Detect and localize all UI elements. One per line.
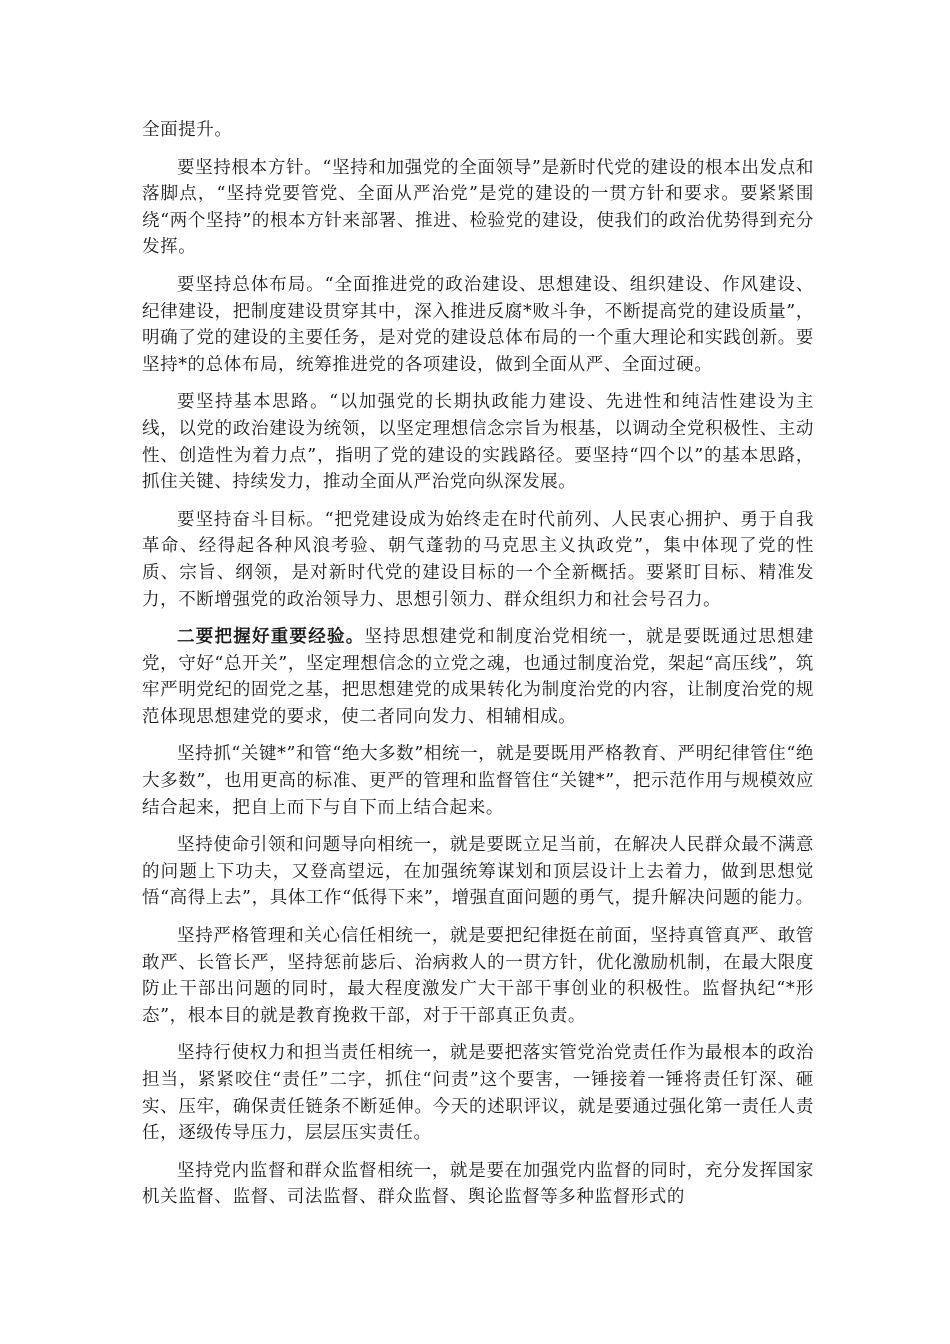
paragraph-text: 坚持党内监督和群众监督相统一，就是要在加强党内监督的同时，充分发挥国家机关监督、监督、司法监督、群众监督、舆论监督等多种监督形式的	[142, 1160, 814, 1208]
paragraph-7	[142, 741, 814, 821]
paragraph-9	[142, 923, 814, 1029]
paragraph-text: 要坚持总体布局。“全面推进党的政治建设、思想建设、组织建设、作风建设、纪律建设，把制度建设贯穿其中，深入推进反腐*败斗争，不断提高党的建设质量”，明确了党的建设的主要任务，是对党的建设总体布局的一个重大理论和实践创新。要坚持*的总体布局，统筹推进党的各项建设，做到全面从严、全面过硬。	[142, 274, 814, 375]
paragraph-text: 坚持行使权力和担当责任相统一，就是要把落实管党治党责任作为最根本的政治担当，紧紧咬住“责任”二字，抓住“问责”这个要害，一锤接着一锤将责任钉深、砸实、压牢，确保责任链条不断延伸。今天的述职评议，就是要通过强化第一责任人责任，逐级传导压力，层层压实责任。	[142, 1043, 814, 1144]
document-body	[142, 117, 814, 1222]
paragraph-text: 坚持严格管理和关心信任相统一，就是要把纪律挺在前面，坚持真管真严、敢管敢严、长管长严，坚持惩前毖后、治病救人的一贯方针，优化激励机制，在最大限度防止干部出问题的同时，最大程度激发广大干部干事创业的积极性。监督执纪“*形态”，根本目的就是教育挽救干部，对于干部真正负责。	[142, 926, 814, 1026]
paragraph-text: 要坚持根本方针。“坚持和加强党的全面领导”是新时代党的建设的根本出发点和落脚点，“坚持党要管党、全面从严治党”是党的建设的一贯方针和要求。要紧紧围绕“两个坚持”的根本方针来部署、推进、检验党的建设，使我们的政治优势得到充分发挥。	[142, 157, 814, 258]
paragraph-text: 要坚持奋斗目标。“把党建设成为始终走在时代前列、人民衷心拥护、勇于自我革命、经得起各种风浪考验、朝气蓬勃的马克思主义执政党”，集中体现了党的性质、宗旨、纲领，是对新时代党的建设目标的一个全新概括。要紧盯目标、精准发力，不断增强党的政治领导力、思想引领力、群众组织力和社会号召力。	[142, 509, 814, 610]
paragraph-2	[142, 155, 814, 261]
paragraph-11	[142, 1158, 814, 1211]
paragraph-text: 坚持使命引领和问题导向相统一，就是要既立足当前，在解决人民群众最不满意的问题上下功夫，又登高望远，在加强统筹谋划和顶层设计上去着力，做到思想觉悟“高得上去”，具体工作“低得下来”，增强直面问题的勇气，提升解决问题的能力。	[142, 835, 814, 909]
paragraph-1	[142, 117, 814, 144]
paragraph-4	[142, 389, 814, 495]
paragraph-5	[142, 507, 814, 613]
paragraph-text: 全面提升。	[142, 120, 233, 140]
paragraph-text: 坚持抓“关键*”和管“绝大多数”相统一，就是要既用严格教育、严明纪律管住“绝大多数”，也用更高的标准、更严的管理和监督管住“关键*”，把示范作用与规模效应结合起来，把自上而下与自下而上结合起来。	[142, 744, 814, 818]
paragraph-3	[142, 272, 814, 378]
paragraph-6	[142, 624, 814, 730]
paragraph-text: 坚持思想建党和制度治党相统一，就是要既通过思想建党，守好“总开关”，坚定理想信念的立党之魂，也通过制度治党，架起“高压线”，筑牢严明党纪的固党之基，把思想建党的成果转化为制度治党的内容，让制度治党的规范体现思想建党的要求，使二者同向发力、相辅相成。	[142, 627, 814, 727]
paragraph-8	[142, 832, 814, 912]
paragraph-text: 要坚持基本思路。“以加强党的长期执政能力建设、先进性和纯洁性建设为主线，以党的政治建设为统领，以坚定理想信念宗旨为根基，以调动全党积极性、主动性、创造性为着力点”，指明了党的建设的实践路径。要坚持“四个以”的基本思路，抓住关键、持续发力，推动全面从严治党向纵深发展。	[142, 392, 814, 493]
section-heading: 二要把握好重要经验。	[177, 627, 365, 648]
paragraph-10	[142, 1040, 814, 1146]
